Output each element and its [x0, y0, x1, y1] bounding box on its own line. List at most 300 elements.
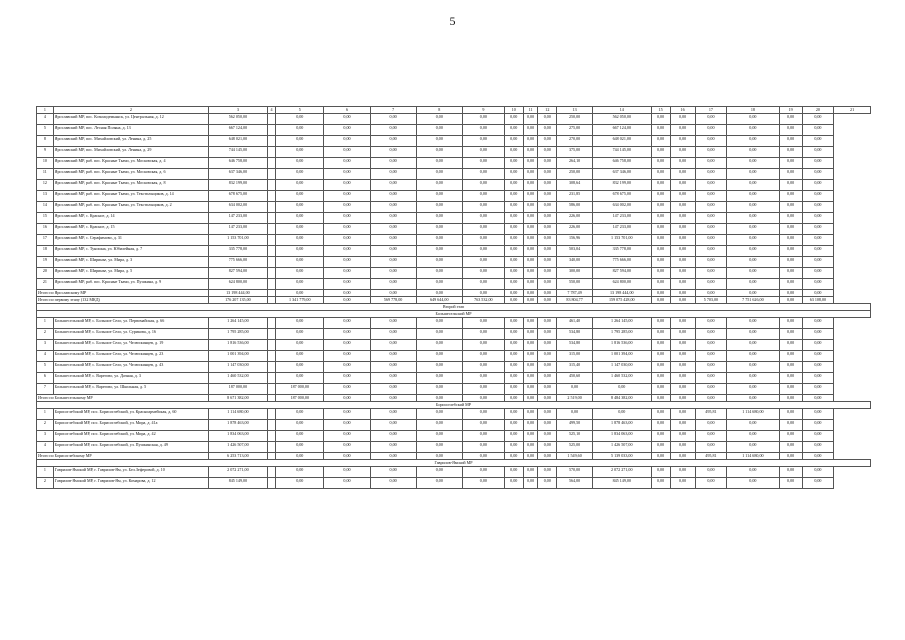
value-cell: 0,00: [538, 224, 557, 235]
value-cell: 0,00: [523, 114, 538, 125]
value-cell: 0,00: [779, 467, 802, 478]
table-row: [37, 467, 871, 478]
value-cell: 0,00: [504, 268, 523, 279]
value-cell: 0,00: [462, 125, 504, 136]
value-cell: 0,00: [370, 180, 416, 191]
value-cell: 0,00: [695, 180, 726, 191]
value-cell: 0,00: [651, 442, 670, 453]
value-cell: 0,00: [538, 246, 557, 257]
value-cell: 0,00: [416, 351, 462, 362]
value-cell: 0,00: [462, 136, 504, 147]
table-row: [37, 224, 871, 235]
value-cell: 0,00: [276, 202, 324, 213]
total-value-cell: 0,00: [727, 290, 779, 297]
value-cell: 0,00: [779, 136, 802, 147]
value-cell: 1 795 285,00: [209, 329, 268, 340]
value-cell: 1 834 063,00: [209, 431, 268, 442]
value-cell: 0,00: [670, 180, 695, 191]
total-value-cell: 0,00: [276, 290, 324, 297]
value-cell: 0,00: [276, 125, 324, 136]
value-cell: 0,00: [370, 169, 416, 180]
value-cell: 1 795 285,00: [592, 329, 651, 340]
table-row: [37, 257, 871, 268]
table-row: [37, 136, 871, 147]
column-number: 21: [834, 107, 871, 114]
total-value-cell: 1 341 779,00: [276, 297, 324, 304]
value-cell: 0,00: [462, 147, 504, 158]
page-number: 5: [449, 14, 456, 28]
value-cell: 0,00: [523, 257, 538, 268]
value-cell: 1 834 063,00: [592, 431, 651, 442]
value-cell: 0,00: [670, 213, 695, 224]
value-cell: 0,00: [523, 191, 538, 202]
value-cell: 634 002,00: [592, 202, 651, 213]
row-number: 10: [37, 158, 54, 169]
value-cell: 0,00: [276, 224, 324, 235]
column-number: 16: [670, 107, 695, 114]
value-cell: 0,00: [670, 340, 695, 351]
value-cell: 0,00: [651, 224, 670, 235]
value-cell: 0,00: [695, 329, 726, 340]
value-cell: 156,96: [557, 235, 593, 246]
row-number: 1: [37, 318, 54, 329]
value-cell: 0,00: [462, 279, 504, 290]
total-value-cell: 0,00: [670, 290, 695, 297]
value-cell: 0,00: [370, 318, 416, 329]
value-cell: 0,00: [538, 268, 557, 279]
value-cell: 0,00: [276, 351, 324, 362]
value-cell: 0,00: [416, 442, 462, 453]
value-cell: 0,00: [651, 409, 670, 420]
value-cell: [267, 420, 275, 431]
total-value-cell: 0,00: [276, 453, 324, 460]
value-cell: 0,00: [802, 351, 833, 362]
value-cell: 0,00: [523, 384, 538, 395]
value-cell: 0,00: [523, 362, 538, 373]
value-cell: 0,00: [802, 191, 833, 202]
value-cell: 586,00: [557, 202, 593, 213]
table-row: [37, 478, 871, 489]
value-cell: 0,00: [370, 420, 416, 431]
row-number: 21: [37, 279, 54, 290]
value-cell: 1 114 680,00: [209, 409, 268, 420]
value-cell: 0,00: [538, 147, 557, 158]
value-cell: [267, 213, 275, 224]
value-cell: 0,00: [462, 180, 504, 191]
value-cell: 0,00: [370, 235, 416, 246]
address-cell: Ярославский МР, с. Ширинье, ул. Мира, д. 5: [53, 268, 208, 279]
value-cell: 0,00: [276, 467, 324, 478]
capital-repair-table: [36, 106, 871, 489]
value-cell: 0,00: [727, 224, 779, 235]
value-cell: 0,00: [504, 279, 523, 290]
value-cell: 550,00: [557, 279, 593, 290]
value-cell: 0,00: [370, 125, 416, 136]
row-number: 11: [37, 169, 54, 180]
value-cell: 562 050,00: [209, 114, 268, 125]
value-cell: 0,00: [462, 340, 504, 351]
total-value-cell: 159 075 428,00: [592, 297, 651, 304]
value-cell: [267, 202, 275, 213]
address-cell: Ярославский МР, с. Красное, д. 15: [53, 224, 208, 235]
value-cell: 525,00: [557, 442, 593, 453]
value-cell: 678 675,00: [209, 191, 268, 202]
value-cell: 0,00: [523, 136, 538, 147]
value-cell: 0,00: [462, 351, 504, 362]
value-cell: 0,00: [727, 478, 779, 489]
value-cell: 0,00: [695, 442, 726, 453]
value-cell: 0,00: [416, 329, 462, 340]
value-cell: 0,00: [651, 191, 670, 202]
value-cell: 525,10: [557, 431, 593, 442]
table-body: [37, 107, 871, 489]
value-cell: 0,00: [462, 268, 504, 279]
row-number: 4: [37, 442, 54, 453]
total-value-cell: 0,00: [324, 453, 370, 460]
total-row: [37, 395, 871, 402]
value-cell: 0,00: [462, 329, 504, 340]
total-value-cell: 0,00: [727, 395, 779, 402]
value-cell: 0,00: [538, 442, 557, 453]
value-cell: 0,00: [538, 467, 557, 478]
value-cell: 1 001 394,00: [592, 351, 651, 362]
value-cell: 0,00: [324, 351, 370, 362]
value-cell: 0,00: [276, 136, 324, 147]
value-cell: 0,00: [416, 409, 462, 420]
table-row: [37, 362, 871, 373]
row-number: 2: [37, 478, 54, 489]
value-cell: 0,00: [523, 158, 538, 169]
value-cell: 0,00: [538, 169, 557, 180]
value-cell: 0,00: [504, 442, 523, 453]
value-cell: 845 149,00: [209, 478, 268, 489]
value-cell: 0,00: [324, 235, 370, 246]
value-cell: 0,00: [324, 125, 370, 136]
value-cell: 0,00: [727, 467, 779, 478]
value-cell: 0,00: [651, 340, 670, 351]
section-title: Борисоглебский МР: [37, 402, 871, 409]
value-cell: 0,00: [727, 431, 779, 442]
value-cell: 0,00: [802, 180, 833, 191]
value-cell: 375,00: [557, 147, 593, 158]
value-cell: 1 878 463,00: [592, 420, 651, 431]
address-cell: Борисоглебский МР, пос. Борисоглебский, ул. Мира, д. 42: [53, 431, 208, 442]
value-cell: 0,00: [324, 213, 370, 224]
value-cell: 0,00: [276, 191, 324, 202]
value-cell: 0,00: [324, 224, 370, 235]
address-cell: Ярославский МР, с. Туношна, ул. Юбилейная, д. 7: [53, 246, 208, 257]
section-header-row: [37, 402, 871, 409]
address-cell: Большесельский МР, с. Большое Село, ул. Первомайская, д. 66: [53, 318, 208, 329]
value-cell: 0,00: [670, 224, 695, 235]
row-number: 15: [37, 213, 54, 224]
table-row: [37, 158, 871, 169]
value-cell: 0,00: [779, 362, 802, 373]
value-cell: 0,00: [276, 158, 324, 169]
column-number: 19: [779, 107, 802, 114]
total-value-cell: 763 532,00: [462, 297, 504, 304]
value-cell: [267, 114, 275, 125]
row-number: 2: [37, 420, 54, 431]
total-value-cell: 0,00: [523, 453, 538, 460]
total-value-cell: 83 804,77: [557, 297, 593, 304]
total-value-cell: 0,00: [324, 297, 370, 304]
address-cell: Ярославский МР, раб. пос. Красные Ткачи, ул. Московская, д. 8: [53, 180, 208, 191]
value-cell: 0,00: [538, 431, 557, 442]
row-number: 1: [37, 467, 54, 478]
value-cell: 0,00: [416, 279, 462, 290]
value-cell: [267, 268, 275, 279]
value-cell: 0,00: [651, 329, 670, 340]
value-cell: 0,00: [538, 420, 557, 431]
value-cell: 0,00: [727, 384, 779, 395]
value-cell: 744 145,00: [592, 147, 651, 158]
value-cell: 0,00: [538, 213, 557, 224]
value-cell: 0,00: [276, 442, 324, 453]
value-cell: 0,00: [695, 202, 726, 213]
value-cell: 0,00: [416, 180, 462, 191]
value-cell: 2 072 271,00: [592, 467, 651, 478]
total-value-cell: 5 139 033,00: [592, 453, 651, 460]
value-cell: 0,00: [504, 420, 523, 431]
total-value-cell: 649 644,00: [416, 297, 462, 304]
value-cell: 0,00: [523, 224, 538, 235]
value-cell: 832 199,00: [209, 180, 268, 191]
value-cell: 250,00: [557, 114, 593, 125]
table-row: [37, 235, 871, 246]
total-value-cell: 0,00: [370, 290, 416, 297]
total-value-cell: 0,00: [779, 297, 802, 304]
value-cell: 570,00: [557, 467, 593, 478]
value-cell: 0,00: [324, 114, 370, 125]
value-cell: 226,00: [557, 224, 593, 235]
value-cell: 0,00: [727, 169, 779, 180]
total-value-cell: [267, 297, 275, 304]
value-cell: 0,00: [557, 409, 593, 420]
value-cell: [267, 373, 275, 384]
section-title: Большесельский МР: [37, 311, 871, 318]
address-cell: Ярославский МР, пос. Михайловский, ул. Ленина, д. 29: [53, 147, 208, 158]
value-cell: 0,00: [651, 431, 670, 442]
row-number: 3: [37, 340, 54, 351]
value-cell: [267, 467, 275, 478]
header-row: [37, 107, 871, 114]
value-cell: 0,00: [802, 257, 833, 268]
value-cell: 827 594,00: [209, 268, 268, 279]
value-cell: 0,00: [802, 125, 833, 136]
value-cell: 0,00: [538, 125, 557, 136]
value-cell: 0,00: [802, 147, 833, 158]
value-cell: 0,00: [670, 329, 695, 340]
value-cell: 0,00: [462, 257, 504, 268]
value-cell: 0,00: [779, 431, 802, 442]
value-cell: 0,00: [802, 340, 833, 351]
value-cell: 0,00: [504, 224, 523, 235]
value-cell: 0,00: [727, 362, 779, 373]
value-cell: 1 426 507,00: [592, 442, 651, 453]
value-cell: 495,81: [695, 409, 726, 420]
value-cell: 0,00: [416, 246, 462, 257]
row-number: 2: [37, 329, 54, 340]
value-cell: 1 147 030,00: [209, 362, 268, 373]
value-cell: 0,00: [324, 246, 370, 257]
total-value-cell: [267, 290, 275, 297]
value-cell: 0,00: [416, 158, 462, 169]
column-number: 13: [557, 107, 593, 114]
value-cell: 0,00: [695, 147, 726, 158]
value-cell: 0,00: [523, 169, 538, 180]
table-row: [37, 442, 871, 453]
value-cell: 0,00: [802, 169, 833, 180]
value-cell: 0,00: [462, 169, 504, 180]
value-cell: 0,00: [416, 114, 462, 125]
address-cell: Большесельский МР, с. Большое Село, ул. Челюскинцев, д. 43: [53, 362, 208, 373]
value-cell: 0,00: [324, 420, 370, 431]
value-cell: [267, 125, 275, 136]
value-cell: 0,00: [416, 125, 462, 136]
value-cell: 0,00: [324, 340, 370, 351]
row-number: 7: [37, 384, 54, 395]
address-cell: Большесельский МР, с. Большое Село, ул. Челюскинцев, д. 19: [53, 340, 208, 351]
value-cell: 0,00: [416, 213, 462, 224]
value-cell: [267, 180, 275, 191]
total-value-cell: 0,00: [324, 395, 370, 402]
value-cell: 0,00: [802, 114, 833, 125]
value-cell: 0,00: [592, 409, 651, 420]
value-cell: 0,00: [462, 442, 504, 453]
value-cell: 0,00: [462, 362, 504, 373]
value-cell: 0,00: [416, 257, 462, 268]
value-cell: 0,00: [779, 279, 802, 290]
value-cell: 0,00: [462, 158, 504, 169]
address-cell: Борисоглебский МР, пос. Борисоглебский, ул. Пушкинская, д. 49: [53, 442, 208, 453]
value-cell: 0,00: [727, 213, 779, 224]
value-cell: 0,00: [462, 246, 504, 257]
value-cell: 0,00: [727, 318, 779, 329]
value-cell: 0,00: [370, 340, 416, 351]
value-cell: 0,00: [695, 420, 726, 431]
value-cell: 0,00: [670, 191, 695, 202]
value-cell: 0,00: [504, 169, 523, 180]
value-cell: 0,00: [462, 420, 504, 431]
value-cell: 634 002,00: [209, 202, 268, 213]
value-cell: 0,00: [670, 478, 695, 489]
value-cell: 0,00: [695, 158, 726, 169]
value-cell: 0,00: [651, 169, 670, 180]
total-value-cell: 0,00: [670, 297, 695, 304]
value-cell: 0,00: [324, 478, 370, 489]
value-cell: 1 878 463,00: [209, 420, 268, 431]
value-cell: 0,00: [370, 467, 416, 478]
value-cell: 0,00: [324, 318, 370, 329]
value-cell: 0,00: [538, 318, 557, 329]
value-cell: 0,00: [324, 442, 370, 453]
column-number: 7: [370, 107, 416, 114]
row-number: 20: [37, 268, 54, 279]
value-cell: 335 778,00: [592, 246, 651, 257]
total-value-cell: 0,00: [695, 395, 726, 402]
value-cell: 0,00: [695, 340, 726, 351]
value-cell: 0,00: [504, 202, 523, 213]
value-cell: 0,00: [802, 420, 833, 431]
table-row: [37, 329, 871, 340]
value-cell: 1 460 532,00: [592, 373, 651, 384]
value-cell: 0,00: [727, 114, 779, 125]
column-number: 10: [504, 107, 523, 114]
value-cell: 0,00: [504, 351, 523, 362]
value-cell: 0,00: [695, 114, 726, 125]
value-cell: 0,00: [523, 147, 538, 158]
value-cell: 0,00: [462, 114, 504, 125]
address-cell: Большесельский МР, с. Вареговo, ул. Школьная, д. 5: [53, 384, 208, 395]
value-cell: 0,00: [276, 373, 324, 384]
total-value-cell: 0,00: [779, 453, 802, 460]
section-header-row: [37, 311, 871, 318]
value-cell: 0,00: [370, 409, 416, 420]
address-cell: Ярославский МР, раб. пос. Красные Ткачи, ул. Московская, д. 6: [53, 169, 208, 180]
table-row: [37, 191, 871, 202]
value-cell: [267, 442, 275, 453]
value-cell: 845 149,00: [592, 478, 651, 489]
value-cell: 0,00: [670, 409, 695, 420]
value-cell: 450,60: [557, 373, 593, 384]
value-cell: 0,00: [670, 158, 695, 169]
value-cell: 0,00: [695, 351, 726, 362]
address-cell: Ярославский МР, раб. пос. Красные Ткачи, ул. Текстильщиков, д. 14: [53, 191, 208, 202]
value-cell: 0,00: [727, 279, 779, 290]
value-cell: 0,00: [538, 136, 557, 147]
column-number: 12: [538, 107, 557, 114]
value-cell: 0,00: [504, 362, 523, 373]
row-number: 9: [37, 147, 54, 158]
total-value-cell: 0,00: [416, 395, 462, 402]
value-cell: 0,00: [670, 235, 695, 246]
value-cell: 0,00: [779, 191, 802, 202]
total-value-cell: 0,00: [370, 395, 416, 402]
value-cell: 0,00: [779, 318, 802, 329]
value-cell: 0,00: [504, 340, 523, 351]
value-cell: 147 233,00: [209, 224, 268, 235]
value-cell: 0,00: [779, 158, 802, 169]
value-cell: 0,00: [651, 202, 670, 213]
value-cell: [267, 279, 275, 290]
value-cell: 250,00: [557, 169, 593, 180]
value-cell: 0,00: [276, 114, 324, 125]
total-value-cell: 6 253 713,00: [209, 453, 268, 460]
value-cell: 667 124,00: [209, 125, 268, 136]
value-cell: 0,00: [504, 136, 523, 147]
value-cell: 0,00: [523, 442, 538, 453]
value-cell: 499,50: [557, 420, 593, 431]
value-cell: 0,00: [370, 373, 416, 384]
table-row: [37, 202, 871, 213]
value-cell: 0,00: [538, 180, 557, 191]
value-cell: 0,00: [651, 268, 670, 279]
value-cell: 0,00: [727, 420, 779, 431]
value-cell: 0,00: [670, 351, 695, 362]
value-cell: 0,00: [779, 224, 802, 235]
total-value-cell: 7 787,49: [557, 290, 593, 297]
value-cell: 646 758,00: [209, 158, 268, 169]
table-row: [37, 351, 871, 362]
value-cell: 1 426 507,00: [209, 442, 268, 453]
value-cell: 0,00: [727, 340, 779, 351]
value-cell: 0,00: [538, 409, 557, 420]
value-cell: 0,00: [695, 362, 726, 373]
value-cell: 0,00: [504, 373, 523, 384]
value-cell: 0,00: [779, 420, 802, 431]
value-cell: 0,00: [802, 235, 833, 246]
